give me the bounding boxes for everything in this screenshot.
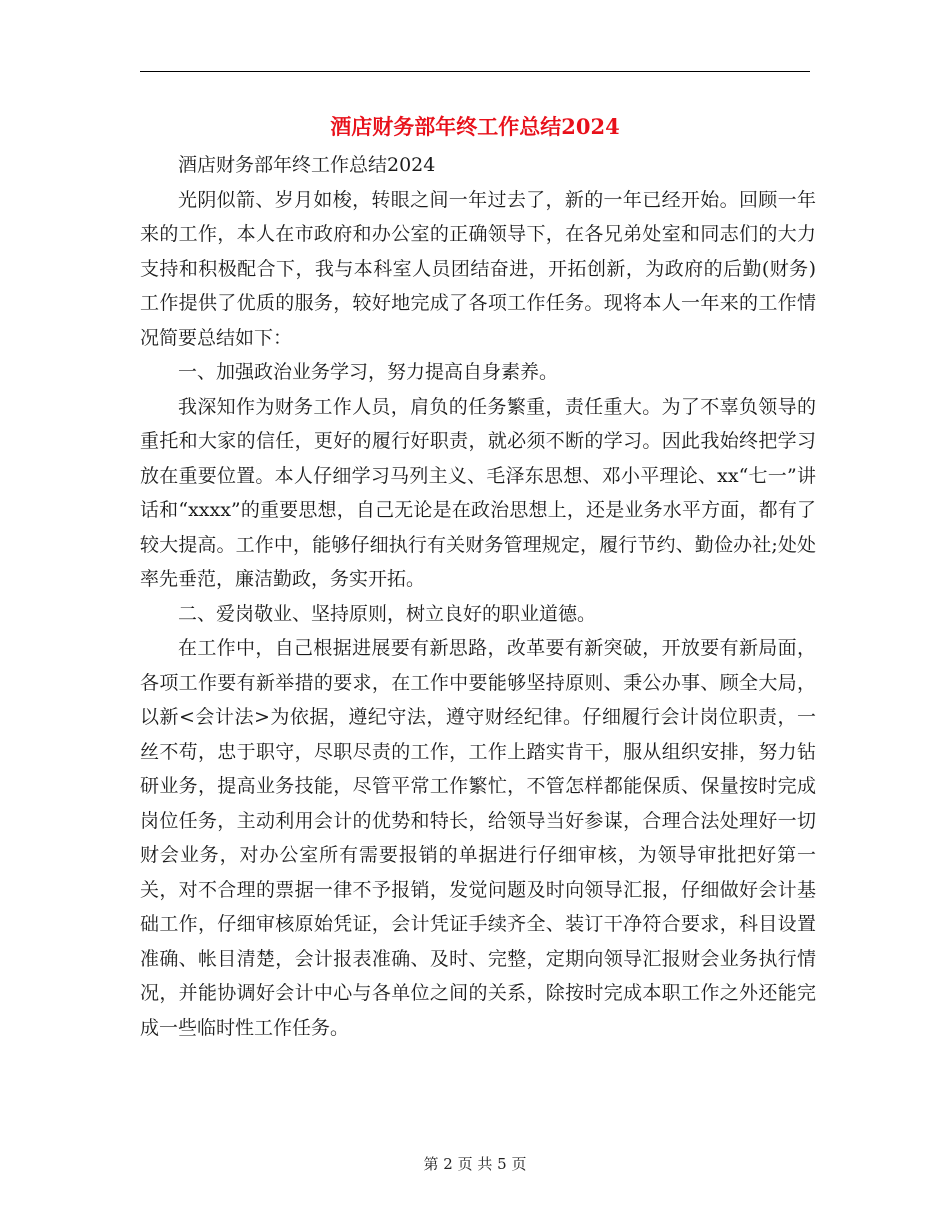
section-2-paragraph: 在工作中，自己根据进展要有新思路，改革要有新突破，开放要有新局面，各项工作要有新举措的要求，在工作中要能够坚持原则、秉公办事、顾全大局，以新<会计法>为依据，遵纪守法，遵守财经纪律。仔细履行会计岗位职责，一丝不苟，忠于职守，尽职尽责的工作，工作上踏实肯干，服从组织安排，努力钻研业务，提高业务技能，尽管平常工作繁忙，不管怎样都能保质、保量按时完成岗位任务，主动利用会计的优势和特长，给领导当好参谋，合理合法处理好一切财会业务，对办公室所有需要报销的单据进行仔细审核，为领导审批把好第一关，对不合理的票据一律不予报销，发觉问题及时向领导汇报，仔细做好会计基础工作，仔细审核原始凭证，会计凭证手续齐全、装订干净符合要求，科目设置准确、帐目清楚，会计报表准确、及时、完整，定期向领导汇报财会业务执行情况，并能协调好会计中心与各单位之间的关系，除按时完成本职工作之外还能完成一些临时性工作任务。	[140, 637, 816, 1039]
intro-paragraph: 光阴似箭、岁月如梭，转眼之间一年过去了，新的一年已经开始。回顾一年来的工作，本人在市政府和办公室的正确领导下，在各兄弟处室和同志们的大力支持和积极配合下，我与本科室人员团结奋进，开拓创新，为政府的后勤(财务)工作提供了优质的服务，较好地完成了各项工作任务。现将本人一年来的工作情况简要总结如下：	[140, 188, 816, 349]
section-1-paragraph: 我深知作为财务工作人员，肩负的任务繁重，责任重大。为了不辜负领导的重托和大家的信任，更好的履行好职责，就必须不断的学习。因此我始终把学习放在重要位置。本人仔细学习马列主义、毛泽东思想、邓小平理论、xx“七一”讲话和“xxxx”的重要思想，自己无论是在政治思想上，还是业务水平方面，都有了较大提高。工作中，能够仔细执行有关财务管理规定，履行节约、勤俭办社;处处率先垂范，廉洁勤政，务实开拓。	[140, 395, 816, 590]
header-rule	[140, 71, 810, 72]
document-body	[140, 148, 816, 1045]
document-title: 酒店财务部年终工作总结2024	[330, 114, 620, 139]
subtitle-paragraph: 酒店财务部年终工作总结2024	[178, 154, 436, 176]
section-heading-1: 一、加强政治业务学习，努力提高自身素养。	[178, 361, 559, 383]
page-number-footer: 第 2 页 共 5 页	[423, 1155, 527, 1173]
section-heading-2: 二、爱岗敬业、坚持原则，树立良好的职业道德。	[178, 602, 597, 625]
